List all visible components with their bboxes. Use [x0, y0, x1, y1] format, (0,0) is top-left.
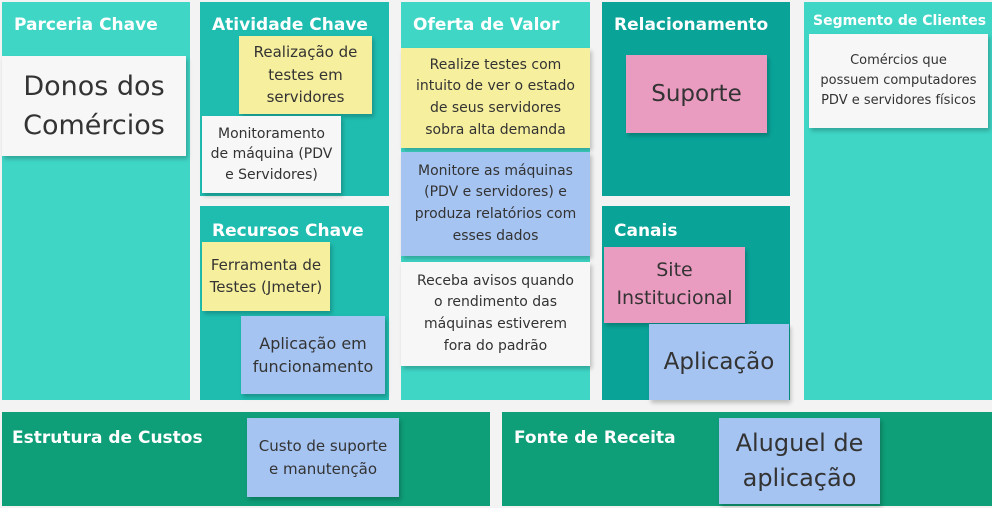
revenue-streams-title: Fonte de Receita: [514, 428, 676, 448]
customer-relationships-block: [602, 2, 790, 196]
key-activities-title: Atividade Chave: [212, 15, 368, 35]
cost-structure-title: Estrutura de Custos: [12, 428, 203, 448]
note-channel-site[interactable]: Site Institucional: [604, 247, 745, 323]
customer-relationships-title: Relacionamento: [614, 15, 769, 35]
key-resources-block: [200, 206, 389, 400]
channels-block: [602, 206, 790, 400]
value-proposition-title: Oferta de Valor: [413, 15, 560, 35]
value-proposition-block: [401, 2, 590, 400]
channels-title: Canais: [614, 221, 678, 241]
note-resource-tool[interactable]: Ferramenta de Testes (Jmeter): [202, 242, 330, 311]
customer-segments-title: Segmento de Clientes: [813, 13, 987, 29]
key-partners-block: [2, 2, 190, 400]
note-resource-app[interactable]: Aplicação em funcionamento: [241, 316, 385, 394]
note-activity-monitoring[interactable]: Monitoramento de máquina (PDV e Servidores): [202, 116, 341, 193]
cost-structure-block: [2, 412, 490, 506]
key-partners-title: Parceria Chave: [14, 15, 158, 35]
note-cost-support[interactable]: Custo de suporte e manutenção: [247, 418, 399, 497]
revenue-streams-block: [502, 412, 992, 506]
customer-segments-block: [804, 2, 992, 400]
note-revenue-rental[interactable]: Aluguel de aplicação: [719, 418, 880, 504]
note-partners-owners[interactable]: Donos dos Comércios: [2, 56, 186, 156]
note-channel-app[interactable]: Aplicação: [649, 324, 789, 400]
key-activities-block: [200, 2, 389, 196]
note-value-alerts[interactable]: Receba avisos quando o rendimento das máquinas estiverem fora do padrão: [401, 262, 590, 366]
note-relationship-support[interactable]: Suporte: [626, 55, 767, 133]
note-segments-merchants[interactable]: Comércios que possuem computadores PDV e servidores físicos: [809, 34, 988, 128]
note-value-monitor[interactable]: Monitore as máquinas (PDV e servidores) e produza relatórios com esses dados: [401, 152, 590, 256]
note-activity-tests[interactable]: Realização de testes em servidores: [239, 36, 372, 114]
key-resources-title: Recursos Chave: [212, 221, 364, 241]
note-value-tests[interactable]: Realize testes com intuito de ver o estado de seus servidores sobra alta demanda: [401, 48, 590, 148]
